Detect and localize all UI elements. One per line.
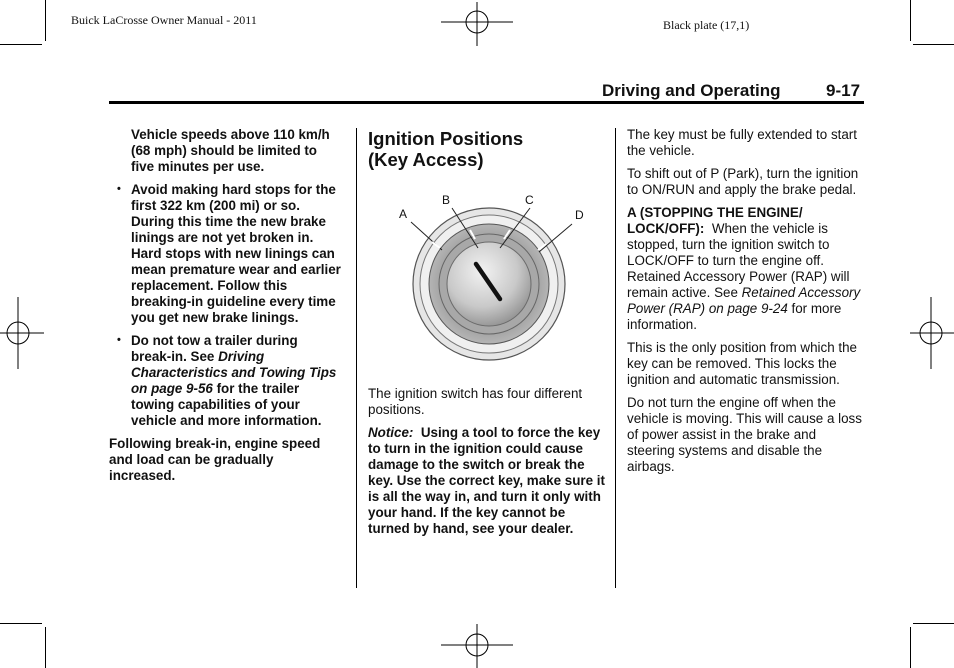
notice-paragraph [368,425,608,537]
bullet-icon: • [117,183,121,195]
position-label-d: D [575,208,584,222]
section-title: Driving and Operating [602,81,781,100]
column-3 [627,127,867,482]
paragraph: Following break-in, engine speed and load can be gradually increased. [109,436,321,483]
heading-line: Ignition Positions [368,128,524,149]
paragraph: Vehicle speeds above 110 km/h (68 mph) should be limited to five minutes per use. [131,127,330,174]
crop-mark [0,44,42,45]
crop-mark [913,623,954,624]
section-heading [368,128,604,170]
paragraph: The ignition switch has four different positions. [368,386,583,417]
ignition-switch-figure [392,188,598,368]
plate-label: Black plate (17,1) [663,18,750,32]
notice-label: Notice: [368,425,414,440]
position-label-a: A [399,207,408,221]
manual-title: Buick LaCrosse Owner Manual - 2011 [71,13,257,27]
position-label-c: C [525,193,534,207]
list-item-text: Avoid making hard stops for the first 322 km (200 mi) or so. During this time the new brake linings are not yet broken in. Hard stops with new linings can mean premature wear and earlier replacement. Follow this breaking-in guideline every time you get new brake linings. [131,182,341,325]
notice-text: Using a tool to force the key to turn in the ignition could cause damage to the switch or break the key. Use the correct key, make sure it is all the way in, and turn it only with your hand. If the key cannot be turned by hand, see your dealer. [368,425,605,536]
page-number: 9-17 [826,81,861,100]
list-item-text: for the trailer towing capabilities of your vehicle and more information. [131,381,322,428]
crop-mark [45,627,46,668]
column-2-body [368,386,608,544]
crop-mark [910,627,911,668]
list-item [109,182,341,326]
column-2 [368,128,604,190]
heading-line: (Key Access) [368,149,484,170]
paragraph [627,205,867,333]
bullet-icon: • [117,334,121,346]
crop-mark [45,0,46,41]
paragraph: This is the only position from which the key can be removed. This locks the ignition and automatic transmission. [627,340,857,387]
position-label-b: B [442,193,451,207]
crop-mark [0,623,42,624]
column-divider [615,128,616,588]
paragraph: To shift out of P (Park), turn the ignition to ON/RUN and apply the brake pedal. [627,166,859,197]
paragraph: Do not turn the engine off when the vehicle is moving. This will cause a loss of power assist in the brake and steering systems and disable the airbags. [627,395,862,474]
list-item-text: Do not tow a trailer during break-in. See [131,333,298,364]
position-a-label: A (STOPPING THE ENGINE/ LOCK/OFF): [627,205,803,236]
registration-mark-top [440,0,514,50]
paragraph-text: for more information. [627,301,842,332]
list-item [109,333,341,429]
paragraph: The key must be fully extended to start the vehicle. [627,127,857,158]
paragraph-text: When the vehicle is stopped, turn the ignition switch to LOCK/OFF to turn the engine off. Retained Accessory Power (RAP) will remain active. See [627,221,850,300]
column-divider [356,128,357,588]
header-rule [109,101,864,104]
crop-mark [910,0,911,41]
registration-mark-bottom [440,622,514,668]
column-1 [109,127,341,491]
registration-mark-right [908,296,954,370]
registration-mark-left [0,296,46,370]
crop-mark [913,44,954,45]
cross-reference-link[interactable]: Driving Characteristics and Towing Tips on page 9-56 [131,349,337,396]
cross-reference-link[interactable]: Retained Accessory Power (RAP) on page 9-24 [627,285,861,316]
